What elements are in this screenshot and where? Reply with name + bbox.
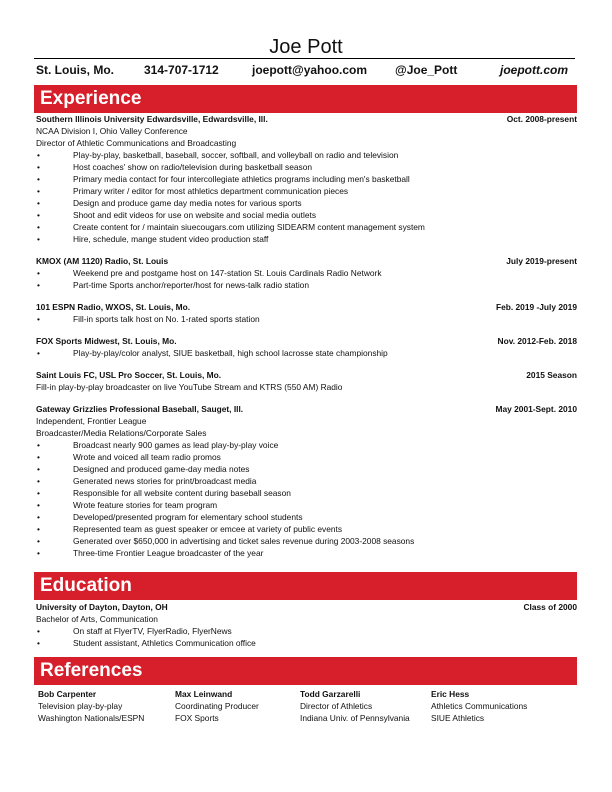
entry-gap (36, 245, 577, 255)
job-bullet: • Designed and produced game-day media notes (36, 463, 577, 475)
job-bullet: • Hire, schedule, mange student video production staff (36, 233, 577, 245)
job-header (36, 403, 577, 415)
job-bullet: • Part-time Sports anchor/reporter/host for news-talk radio station (36, 279, 577, 291)
job-date: Feb. 2019 -July 2019 (495, 302, 577, 312)
job-bullet: • Primary media contact for four intercollegiate athletics programs including men's basketball (36, 173, 577, 185)
job-employer: Saint Louis FC, USL Pro Soccer, St. Louis, Mo. (36, 370, 222, 380)
reference-3 (300, 688, 410, 724)
job-detail: Broadcaster/Media Relations/Corporate Sales (36, 428, 207, 438)
reference-org: Washington Nationals/ESPN (38, 713, 145, 723)
job-date: 2015 Season (526, 370, 577, 380)
education-section (36, 601, 577, 649)
job-detail: Fill-in play-by-play broadcaster on live YouTube Stream and KTRS (550 AM) Radio (36, 382, 343, 392)
contact-website[interactable]: joepott.com (500, 63, 568, 77)
education-bullet: • On staff at FlyerTV, FlyerRadio, FlyerNews (36, 625, 577, 637)
job-header (36, 113, 577, 125)
job-employer: Southern Illinois University Edwardsville, Edwardsville, Ill. (36, 114, 268, 124)
job-employer: 101 ESPN Radio, WXOS, St. Louis, Mo. (36, 302, 191, 312)
job-detail: Director of Athletic Communications and Broadcasting (36, 138, 237, 148)
references-heading-bar (34, 657, 577, 685)
reference-title: Athletics Communications (431, 701, 528, 711)
education-date: Class of 2000 (523, 602, 577, 612)
job-bullet: • Host coaches' show on radio/television during basketball season (36, 161, 577, 173)
education-heading: Education (40, 575, 132, 596)
job-detail: NCAA Division I, Ohio Valley Conference (36, 126, 188, 136)
job-bullet: • Create content for / maintain siuecougars.com utilizing SIDEARM content management system (36, 221, 577, 233)
job-bullet: • Responsible for all website content during baseball season (36, 487, 577, 499)
contact-email[interactable]: joepott@yahoo.com (252, 63, 368, 77)
reference-name: Bob Carpenter (38, 689, 97, 699)
education-degree: Bachelor of Arts, Communication (36, 614, 158, 624)
job-header (36, 255, 577, 267)
reference-title: Director of Athletics (300, 701, 373, 711)
reference-org: SIUE Athletics (431, 713, 485, 723)
job-date: July 2019-present (506, 256, 577, 266)
entry-gap (36, 325, 577, 335)
contact-city: St. Louis, Mo. (36, 63, 114, 77)
reference-title: Coordinating Producer (175, 701, 259, 711)
job-bullet: • Wrote feature stories for team program (36, 499, 577, 511)
reference-1 (38, 688, 144, 724)
reference-name: Max Leinwand (175, 689, 233, 699)
job-bullet: • Represented team as guest speaker or emcee at variety of public events (36, 523, 577, 535)
job-bullet: • Weekend pre and postgame host on 147-station St. Louis Cardinals Radio Network (36, 267, 577, 279)
reference-name: Todd Garzarelli (300, 689, 361, 699)
job-bullet: • Three-time Frontier League broadcaster of the year (36, 547, 577, 559)
job-employer: Gateway Grizzlies Professional Baseball, Sauget, Ill. (36, 404, 244, 414)
job-bullet: • Generated over $650,000 in advertising and ticket sales revenue during 2003-2008 seasons (36, 535, 577, 547)
contact-phone: 314-707-1712 (144, 63, 219, 77)
entry-gap (36, 291, 577, 301)
education-heading-bar (34, 572, 577, 600)
job-bullet: • Shoot and edit videos for use on website and social media outlets (36, 209, 577, 221)
education-school: University of Dayton, Dayton, OH (36, 602, 168, 612)
job-date: Oct. 2008-present (506, 114, 577, 124)
reference-2 (175, 688, 259, 724)
experience-heading-bar (34, 85, 577, 113)
experience-section (36, 113, 577, 559)
job-bullet: • Primary writer / editor for most athletics department communication pieces (36, 185, 577, 197)
reference-title: Television play-by-play (38, 701, 123, 711)
job-bullet: • Design and produce game day media notes for various sports (36, 197, 577, 209)
job-bullet: • Broadcast nearly 900 games as lead play-by-play voice (36, 439, 577, 451)
contact-twitter[interactable]: @Joe_Pott (395, 63, 458, 77)
reference-org: FOX Sports (175, 713, 219, 723)
education-bullet: • Student assistant, Athletics Communication office (36, 637, 577, 649)
experience-heading: Experience (40, 88, 142, 109)
job-header (36, 369, 577, 381)
job-date: May 2001-Sept. 2010 (495, 404, 577, 414)
reference-org: Indiana Univ. of Pennsylvania (300, 713, 410, 723)
header-rule (34, 58, 575, 59)
job-bullet: • Play-by-play/color analyst, SIUE basketball, high school lacrosse state championship (36, 347, 577, 359)
entry-gap (36, 359, 577, 369)
job-date: Nov. 2012-Feb. 2018 (497, 336, 577, 346)
resume-name: Joe Pott (269, 36, 343, 58)
reference-name: Eric Hess (431, 689, 470, 699)
reference-4 (431, 688, 527, 724)
education-school-row (36, 601, 577, 613)
entry-gap (36, 393, 577, 403)
job-bullet: • Wrote and voiced all team radio promos (36, 451, 577, 463)
job-bullet: • Play-by-play, basketball, baseball, soccer, softball, and volleyball on radio and television (36, 149, 577, 161)
job-employer: KMOX (AM 1120) Radio, St. Louis (36, 256, 169, 266)
job-employer: FOX Sports Midwest, St. Louis, Mo. (36, 336, 177, 346)
job-bullet: • Developed/presented program for elementary school students (36, 511, 577, 523)
references-heading: References (40, 660, 143, 681)
job-bullet: • Generated news stories for print/broadcast media (36, 475, 577, 487)
job-detail: Independent, Frontier League (36, 416, 147, 426)
job-header (36, 301, 577, 313)
job-header (36, 335, 577, 347)
job-bullet: • Fill-in sports talk host on No. 1-rated sports station (36, 313, 577, 325)
